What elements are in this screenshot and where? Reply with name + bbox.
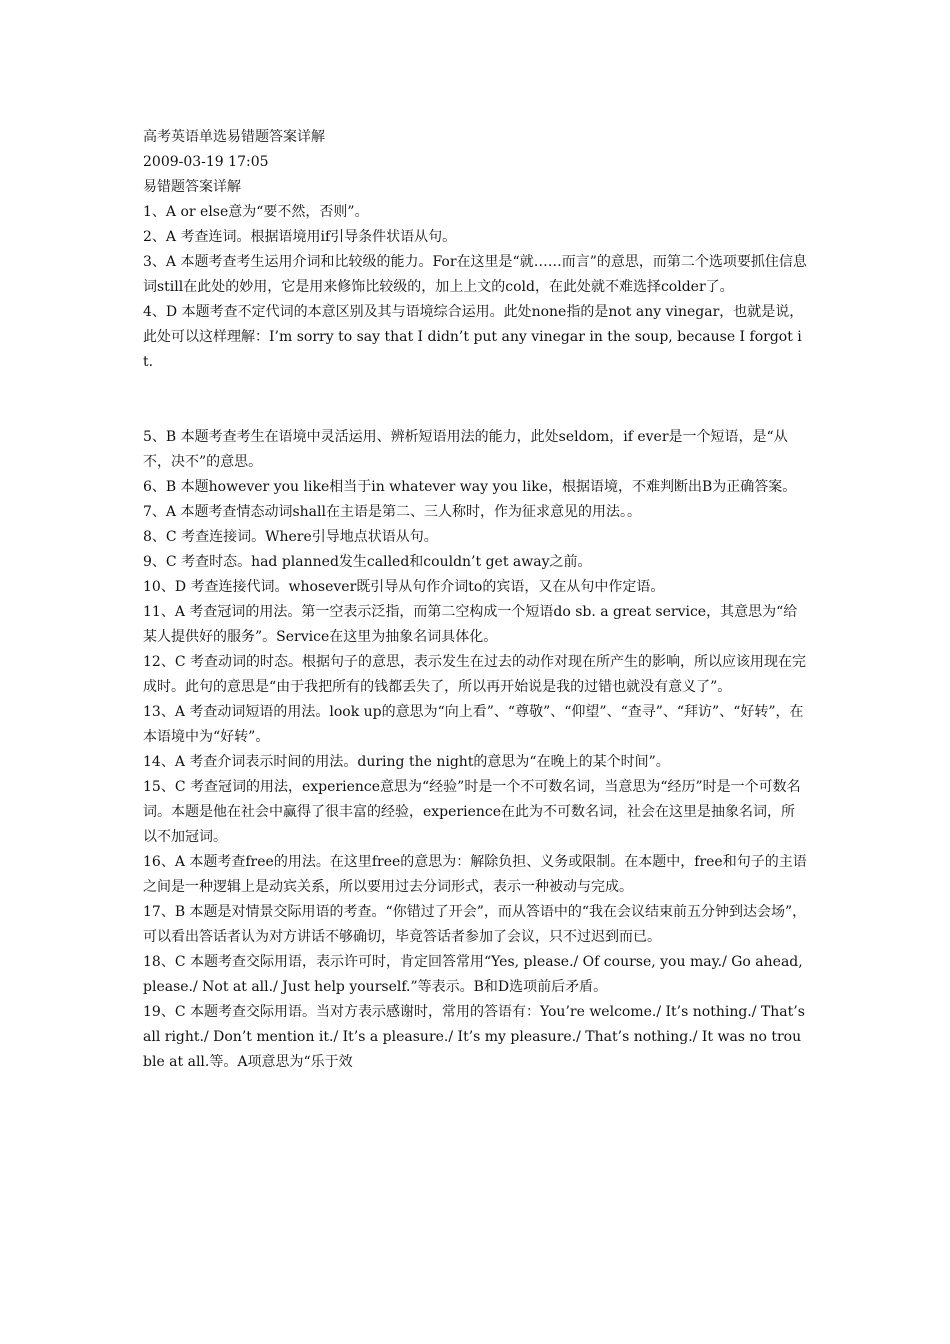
answer-6: 6、B 本题however you like相当于in whatever way you like，根据语境，不难判断出B为正确答案。 (143, 479, 797, 495)
answer-17: 17、B 本题是对情景交际用语的考查。“你错过了开会”，而从答语中的“我在会议结束前五分钟到达会场”，可以看出答话者认为对方讲话不够确切，毕竟答话者参加了会议，只不过迟到而已。 (143, 904, 807, 945)
answer-9: 9、C 考查时态。had planned发生called和couldn’t get away之前。 (143, 554, 592, 570)
answer-16: 16、A 本题考查free的用法。在这里free的意思为：解除负担、义务或限制。在本题中，free和句子的主语之间是一种逻辑上是动宾关系，所以要用过去分词形式，表示一种被动与完成。 (143, 854, 807, 895)
answer-2: 2、A 考查连词。根据语境用if引导条件状语从句。 (143, 229, 457, 245)
document-subtitle: 易错题答案详解 (143, 179, 241, 195)
answer-11: 11、A 考查冠词的用法。第一空表示泛指，而第二空构成一个短语do sb. a great service，其意思为“给某人提供好的服务”。Service在这里为抽象名词具体化。 (143, 604, 798, 645)
answer-3: 3、A 本题考查考生运用介词和比较级的能力。For在这里是“就……而言”的意思，而第二个选项要抓住信息词still在此处的妙用，它是用来修饰比较级的，加上上文的cold，在此处就不难选择colder了。 (143, 254, 807, 295)
answer-4: 4、D 本题考查不定代词的本意区别及其与语境综合运用。此处none指的是not any vinegar，也就是说，此处可以这样理解：I’m sorry to say that I didn’t put any vinegar in the soup, because I forgot it. (143, 304, 804, 370)
document-title: 高考英语单选易错题答案详解 (143, 129, 325, 145)
answer-13: 13、A 考查动词短语的用法。look up的意思为“向上看”、“尊敬”、“仰望”、“查寻”、“拜访”、“好转”，在本语境中为“好转”。 (143, 704, 804, 745)
answer-15: 15、C 考查冠词的用法，experience意思为“经验”时是一个不可数名词，当意思为“经历”时是一个可数名词。本题是他在社会中赢得了很丰富的经验，experience在此为不可数名词，社会在这里是抽象名词，所以不加冠词。 (143, 779, 801, 845)
document-datetime: 2009-03-19 17:05 (143, 154, 269, 170)
answer-18: 18、C 本题考查交际用语，表示许可时，肯定回答常用“Yes, please./ Of course, you may./ Go ahead, please./ Not at all./ Just help yourself.”等表示。B和D选项前后矛盾。 (143, 954, 803, 995)
answer-19: 19、C 本题考查交际用语。当对方表示感谢时，常用的答语有：You’re welcome./ It’s nothing./ That’s all right./ Don’t mention it./ It’s a pleasure./ It’s my pleasure./ That’s nothing./ It was no trouble at all.等。A项意思为“乐于效 (143, 1004, 805, 1070)
answer-7: 7、A 本题考查情态动词shall在主语是第二、三人称时，作为征求意见的用法。。 (143, 504, 641, 520)
answer-8: 8、C 考查连接词。Where引导地点状语从句。 (143, 529, 438, 545)
answer-14: 14、A 考查介词表示时间的用法。during the night的意思为“在晚上的某个时间”。 (143, 754, 670, 770)
answer-5: 5、B 本题考查考生在语境中灵活运用、辨析短语用法的能力，此处seldom，if ever是一个短语，是“从不，决不”的意思。 (143, 429, 788, 470)
answer-1: 1、A or else意为“要不然，否则”。 (143, 204, 369, 220)
answer-12: 12、C 考查动词的时态。根据句子的意思，表示发生在过去的动作对现在所产生的影响，所以应该用现在完成时。此句的意思是“由于我把所有的钱都丢失了，所以再开始说是我的过错也就没有意义了”。 (143, 654, 806, 695)
document-page (143, 125, 808, 1075)
answer-10: 10、D 考查连接代词。whosever既引导从句作介词to的宾语，又在从句中作定语。 (143, 579, 665, 595)
blank-line (143, 375, 808, 400)
blank-line (143, 400, 808, 425)
